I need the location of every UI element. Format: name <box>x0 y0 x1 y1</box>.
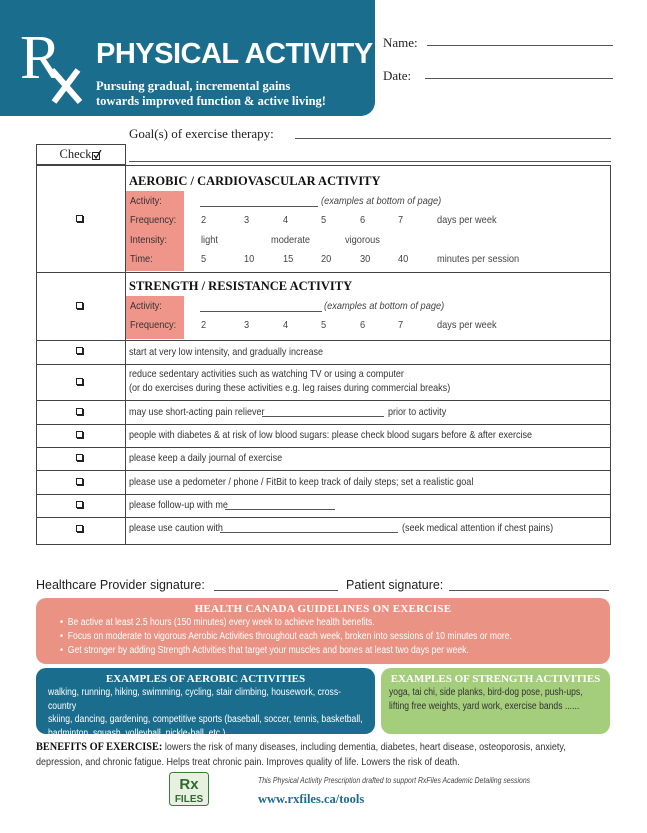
time-15[interactable]: 15 <box>283 253 294 265</box>
strength-activity-line[interactable] <box>200 311 322 312</box>
aerobic-freq-5[interactable]: 5 <box>321 214 327 226</box>
checkbox-strength[interactable] <box>76 302 83 309</box>
provider-signature-line[interactable] <box>214 590 338 591</box>
check-header-label: Check <box>59 147 92 161</box>
aerobic-time-label: Time: <box>130 253 153 265</box>
strength-activity-hint: (examples at bottom of page) <box>324 300 445 312</box>
aerobic-frequency-unit: days per week <box>437 214 497 226</box>
row-journal: please keep a daily journal of exercise <box>129 452 283 464</box>
strength-examples-title: EXAMPLES OF STRENGTH ACTIVITIES <box>390 673 601 685</box>
guideline-item: • Focus on moderate to vigorous Aerobic Activities throughout each week, broken into sessions of 10 minutes or more. <box>60 631 512 642</box>
strength-freq-4[interactable]: 4 <box>283 319 289 331</box>
aerobic-time-unit: minutes per session <box>437 253 520 265</box>
page-title: PHYSICAL ACTIVITY <box>96 38 373 70</box>
strength-examples-box <box>381 668 610 734</box>
aerobic-section-title: AEROBIC / CARDIOVASCULAR ACTIVITY <box>129 174 381 188</box>
checkbox-follow-up[interactable] <box>76 501 83 508</box>
row-pain-reliever: may use short-acting pain reliever <box>129 406 265 418</box>
checked-box-icon <box>92 150 102 160</box>
row-divider <box>36 447 611 448</box>
aerobic-freq-2[interactable]: 2 <box>201 214 207 226</box>
aerobic-freq-7[interactable]: 7 <box>398 214 404 226</box>
time-10[interactable]: 10 <box>244 253 255 265</box>
guidelines-box <box>36 598 610 664</box>
aerobic-examples-title: EXAMPLES OF AEROBIC ACTIVITIES <box>105 673 306 685</box>
page-subtitle: Pursuing gradual, incremental gains towards improved function & active living! <box>96 79 326 108</box>
intensity-vigorous[interactable]: vigorous <box>345 234 380 246</box>
row-follow-up: please follow-up with me <box>129 499 228 511</box>
date-label: Date: <box>383 68 412 83</box>
rxfiles-logo-icon <box>169 772 209 806</box>
strength-frequency-label: Frequency: <box>130 319 177 331</box>
pain-reliever-input-line[interactable] <box>262 416 384 417</box>
aerobic-examples-box <box>36 668 375 739</box>
aerobic-activity-hint: (examples at bottom of page) <box>321 195 442 207</box>
time-20[interactable]: 20 <box>321 253 332 265</box>
strength-freq-2[interactable]: 2 <box>201 319 207 331</box>
row-divider <box>36 340 611 341</box>
checkbox-diabetes[interactable] <box>76 431 83 438</box>
row-caution: please use caution with <box>129 522 223 534</box>
intensity-light[interactable]: light <box>201 234 218 246</box>
follow-up-input-line[interactable] <box>225 509 335 510</box>
date-input-line[interactable] <box>425 78 613 79</box>
row-divider <box>36 272 611 273</box>
row-sedentary-line1: reduce sedentary activities such as watching TV or using a computer <box>129 368 404 380</box>
footer-url-link[interactable]: www.rxfiles.ca/tools <box>258 792 365 806</box>
strength-freq-6[interactable]: 6 <box>360 319 366 331</box>
footer-note: This Physical Activity Prescription drafted to support RxFiles Academic Detailing sessions <box>258 776 531 785</box>
provider-signature-label: Healthcare Provider signature: <box>36 578 205 592</box>
checkbox-low-intensity[interactable] <box>76 347 83 354</box>
goals-label: Goal(s) of exercise therapy: <box>129 126 274 141</box>
row-divider <box>36 517 611 518</box>
aerobic-freq-6[interactable]: 6 <box>360 214 366 226</box>
row-sedentary-line2: (or do exercises during these activities e.g. leg raises during commercial breaks) <box>129 382 451 394</box>
time-5[interactable]: 5 <box>201 253 207 265</box>
name-input-line[interactable] <box>427 45 613 46</box>
caution-input-line[interactable] <box>220 532 398 533</box>
guideline-item: • Be active at least 2.5 hours (150 minutes) every week to achieve health benefits. <box>60 617 375 628</box>
logo-rx-text: Rx <box>179 776 199 793</box>
strength-freq-7[interactable]: 7 <box>398 319 404 331</box>
checkbox-pain-reliever[interactable] <box>76 408 83 415</box>
name-label: Name: <box>383 35 418 50</box>
aerobic-activity-label: Activity: <box>130 195 162 207</box>
strength-section-title: STRENGTH / RESISTANCE ACTIVITY <box>129 279 353 293</box>
strength-freq-3[interactable]: 3 <box>244 319 250 331</box>
aerobic-examples-text: walking, running, hiking, swimming, cycling, stair climbing, housework, cross-country skiing, dancing, gardening, competitive sports (baseball, soccer, tennis, basketball, badminton, squash, volleyball, pickle-ball, etc.) ... <box>48 687 363 739</box>
checkbox-pedometer[interactable] <box>76 478 83 485</box>
aerobic-freq-4[interactable]: 4 <box>283 214 289 226</box>
aerobic-activity-line[interactable] <box>200 206 318 207</box>
checkbox-aerobic[interactable] <box>76 215 83 222</box>
guidelines-title: HEALTH CANADA GUIDELINES ON EXERCISE <box>194 603 452 615</box>
rx-logo-icon <box>18 20 88 105</box>
benefits-of-exercise: BENEFITS OF EXERCISE: lowers the risk of many diseases, including dementia, diabetes, heart disease, osteoporosis, anxiety, depression, and chronic fatigue. Helps treat chronic pain. Improves quality of life. Lowers the risk of death. <box>36 739 566 768</box>
checkbox-caution[interactable] <box>76 525 83 532</box>
logo-files-text: FILES <box>174 794 204 805</box>
patient-signature-label: Patient signature: <box>346 578 444 592</box>
aerobic-freq-3[interactable]: 3 <box>244 214 250 226</box>
svg-text:R: R <box>20 24 62 92</box>
checkbox-journal[interactable] <box>76 454 83 461</box>
strength-freq-5[interactable]: 5 <box>321 319 327 331</box>
row-caution-suffix: (seek medical attention if chest pains) <box>402 522 554 534</box>
row-divider <box>36 400 611 401</box>
aerobic-intensity-label: Intensity: <box>130 234 167 246</box>
patient-signature-line[interactable] <box>449 590 609 591</box>
row-divider <box>36 424 611 425</box>
intensity-moderate[interactable]: moderate <box>271 234 311 246</box>
aerobic-frequency-label: Frequency: <box>130 214 177 226</box>
strength-examples-text: yoga, tai chi, side planks, bird-dog pose, push-ups, lifting free weights, yard work, exercise bands ...... <box>389 687 583 712</box>
strength-frequency-unit: days per week <box>437 319 497 331</box>
row-divider <box>36 494 611 495</box>
header-banner <box>0 0 375 116</box>
guideline-item: • Get stronger by adding Strength Activities that target your muscles and bones at least two days per week. <box>60 645 469 656</box>
row-divider <box>36 364 611 365</box>
row-pain-reliever-suffix: prior to activity <box>388 406 447 418</box>
row-low-intensity: start at very low intensity, and gradually increase <box>129 346 324 358</box>
checkbox-sedentary[interactable] <box>76 378 83 385</box>
time-30[interactable]: 30 <box>360 253 371 265</box>
row-pedometer: please use a pedometer / phone / FitBit to keep track of daily steps; set a realistic goal <box>129 476 474 488</box>
row-divider <box>36 470 611 471</box>
strength-activity-label: Activity: <box>130 300 162 312</box>
goals-line-2[interactable] <box>129 161 611 162</box>
goals-line-1[interactable] <box>295 138 611 139</box>
time-40[interactable]: 40 <box>398 253 409 265</box>
check-column-header <box>36 144 126 165</box>
row-diabetes: people with diabetes & at risk of low blood sugars: please check blood sugars before & after exercise <box>129 429 533 441</box>
